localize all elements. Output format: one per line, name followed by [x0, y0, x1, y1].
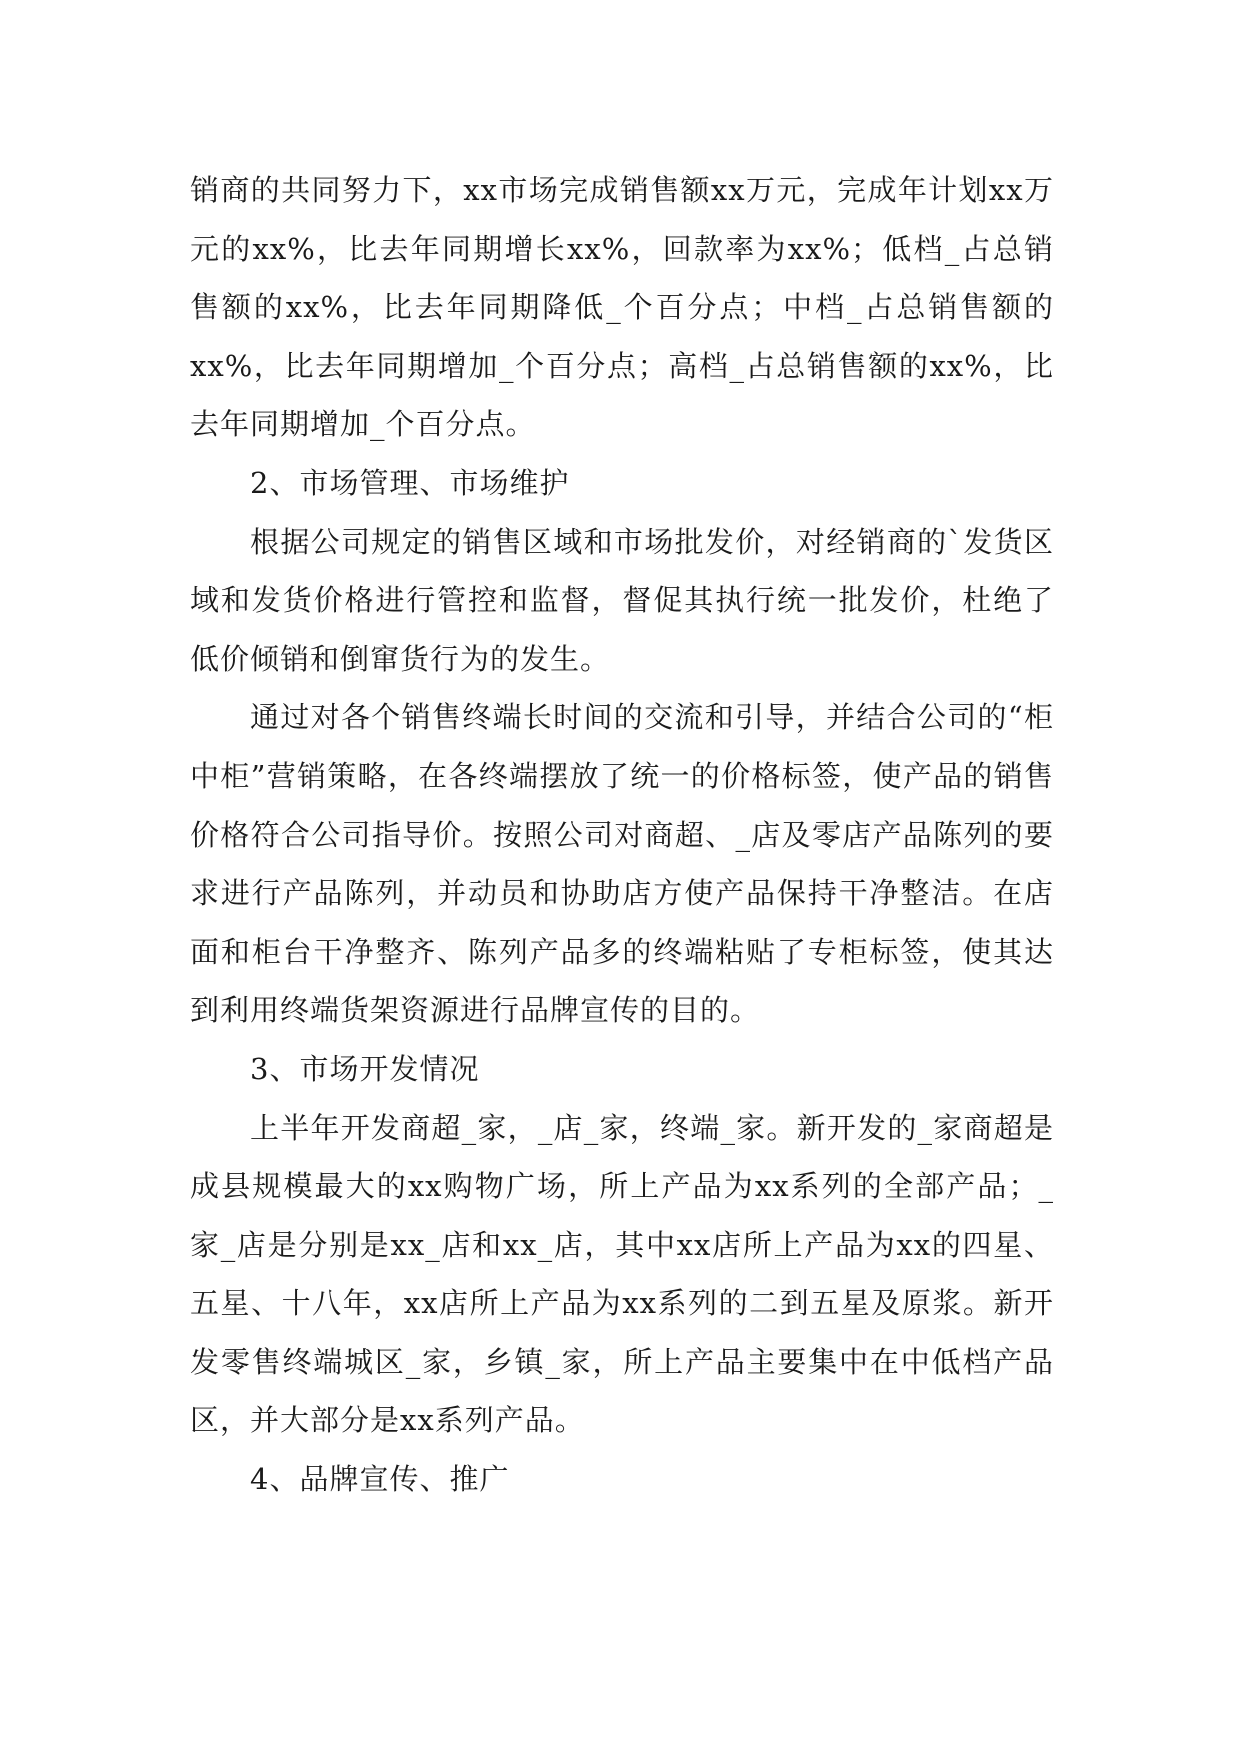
paragraph-terminal-display: 通过对各个销售终端长时间的交流和引导，并结合公司的“柜中柜”营销策略，在各终端摆放了统一的价格标签，使产品的销售价格符合公司指导价。按照公司对商超、_店及零店产品陈列的要求进行产品陈列，并动员和协助店方使产品保持干净整洁。在店面和柜台干净整齐、陈列产品多的终端粘贴了专柜标签，使其达到利用终端货架资源进行品牌宣传的目的。: [190, 700, 1054, 1028]
section-heading-brand-promotion: 4、品牌宣传、推广: [250, 1462, 510, 1497]
paragraph-price-control: 根据公司规定的销售区域和市场批发价，对经销商的`发货区域和发货价格进行管控和监督，督促其执行统一批发价，杜绝了低价倾销和倒窜货行为的发生。: [190, 524, 1054, 676]
section-heading-market-development: 3、市场开发情况: [250, 1051, 480, 1086]
section-heading-market-management: 2、市场管理、市场维护: [250, 465, 570, 500]
document-body: [190, 161, 1054, 1509]
paragraph-new-outlets: 上半年开发商超_家，_店_家，终端_家。新开发的_家商超是成县规模最大的xx购物广场，所上产品为xx系列的全部产品；_家_店是分别是xx_店和xx_店，其中xx店所上产品为xx的四星、五星、十八年，xx店所上产品为xx系列的二到五星及原浆。新开发零售终端城区_家，乡镇_家，所上产品主要集中在中低档产品区，并大部分是xx系列产品。: [190, 1110, 1054, 1438]
paragraph-sales-summary: 销商的共同努力下，xx市场完成销售额xx万元，完成年计划xx万元的xx%，比去年同期增长xx%，回款率为xx%；低档_占总销售额的xx%，比去年同期降低_个百分点；中档_占总销售额的xx%，比去年同期增加_个百分点；高档_占总销售额的xx%，比去年同期增加_个百分点。: [190, 173, 1054, 442]
